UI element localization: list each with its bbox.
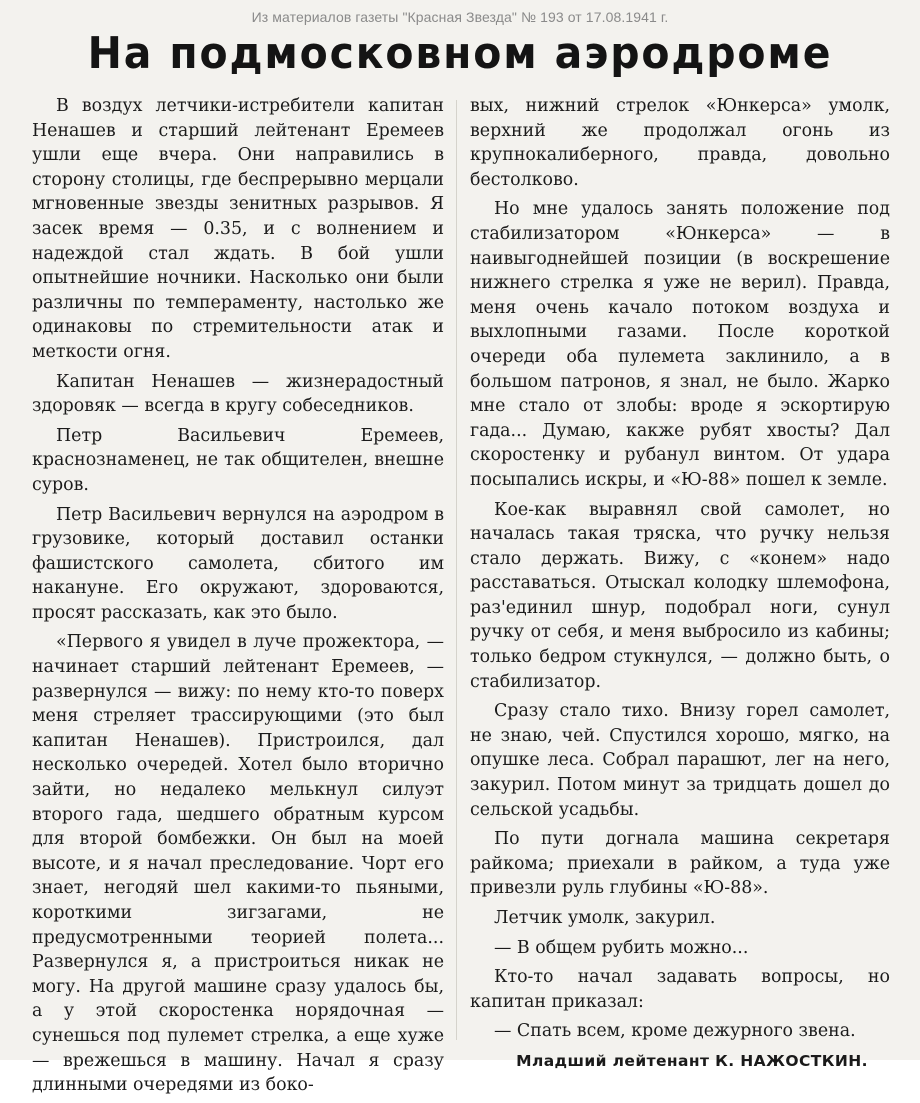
paragraph: Летчик умолк, закурил. xyxy=(494,908,716,928)
paragraph: Кто-то начал задавать вопросы, но капитан приказал: xyxy=(470,967,890,1012)
column-divider xyxy=(456,100,457,1040)
author-signature: Младший лейтенант К. НАЖОСТКИН. xyxy=(516,1051,868,1070)
paragraph: — В общем рубить можно... xyxy=(494,937,749,958)
paragraph: Но мне удалось занять положение под стабилизатором «Юнкерса» — в наивыгоднейшей позиции (в воскрешение нижнего стрелка я уже не верил). Правда, меня очень качало потоком воздуха и выхлопными газами. После короткой очереди оба пулемета заклинило, а в большом патронов, я знал, не было. Жарко мне стало от злобы: вроде я эскортирую гада... Думаю, какже рубят хвосты? Дал скоростенку и рубанул винтом. От удара посыпались искры, и «Ю-88» пошел к земле. xyxy=(470,199,890,490)
paragraph: «Первого я увидел в луче прожектора, — начинает старший лейтенант Еремеев, — развернулся — вижу: по нему кто-то поверх меня стреляет трассирующими (это был капитан Ненашев). Пристроился, дал несколько очередей. Хотел было вторично зайти, но недалеко мелькнул силуэт второго гада, шедшего обратным курсом для второй бомбежки. Он был на моей высоте, и я начал преследование. Чорт его знает, негодяй шел какими-то пьяными, короткими зигзагами, не предусмотренными теорией полета... Развернулся я, а пристроиться никак не могу. На другой машине сразу удалось бы, а у этой скоростенка норядочная — сунешься под пулемет стрелка, а еще хуже — врежешься в машину. Начал я сразу длинными очередями из боко- xyxy=(32,632,444,1096)
paragraph: Петр Васильевич Еремеев, краснознаменец, не так общителен, внешне суров. xyxy=(32,425,444,495)
paragraph: — Спать всем, кроме дежурного звена. xyxy=(494,1021,856,1042)
paragraph: Сразу стало тихо. Внизу горел самолет, не знаю, чей. Спустился хорошо, мягко, на опушке леса. Собрал парашют, лег на него, закурил. Потом минут за тридцать дошел до сельской усадьбы. xyxy=(470,701,890,820)
article-column-right xyxy=(470,94,890,1079)
paragraph: Капитан Ненашев — жизнерадостный здоровяк — всегда в кругу собеседников. xyxy=(32,371,444,417)
source-note: Из материалов газеты "Красная Звезда" № 193 от 17.08.1941 г. xyxy=(251,9,669,25)
paragraph: Петр Васильевич вернулся на аэродром в грузовике, который доставил останки фашистского самолета, сбитого им накануне. Его окружают, здороваются, просят рассказать, как это было. xyxy=(32,504,444,623)
paragraph: По пути догнала машина секретаря райкома; приехали в райком, а туда уже привезли руль глубины «Ю-88». xyxy=(470,829,890,899)
paragraph: В воздух летчики-истребители капитан Ненашев и старший лейтенант Еремеев ушли еще вчера. Они направились в сторону столицы, где беспрерывно мерцали мгновенные звезды зенитных разрывов. Я засек время — 0.35, и с волнением и надеждой стал ждать. В бой ушли опытнейшие ночники. Насколько они были различны по темпераменту, настолько же одинаковы по стремительности атак и меткости огня. xyxy=(32,96,444,362)
paragraph: Кое-как выравнял свой самолет, но началась такая тряска, что ручку нельзя стало держать. Вижу, с «конем» надо расставаться. Отыскал колодку шлемофона, раз'единил шнур, подобрал ноги, сунул ручку от себя, и меня выбросило из кабины; только бедром стукнулся, — должно быть, о стабилизатор. xyxy=(470,499,890,692)
paragraph: вых, нижний стрелок «Юнкерса» умолк, верхний же продолжал огонь из крупнокалиберного, правда, довольно бестолково. xyxy=(470,96,890,190)
article-headline: На подмосковном аэродроме xyxy=(87,28,833,79)
article-column-left xyxy=(32,94,444,1103)
